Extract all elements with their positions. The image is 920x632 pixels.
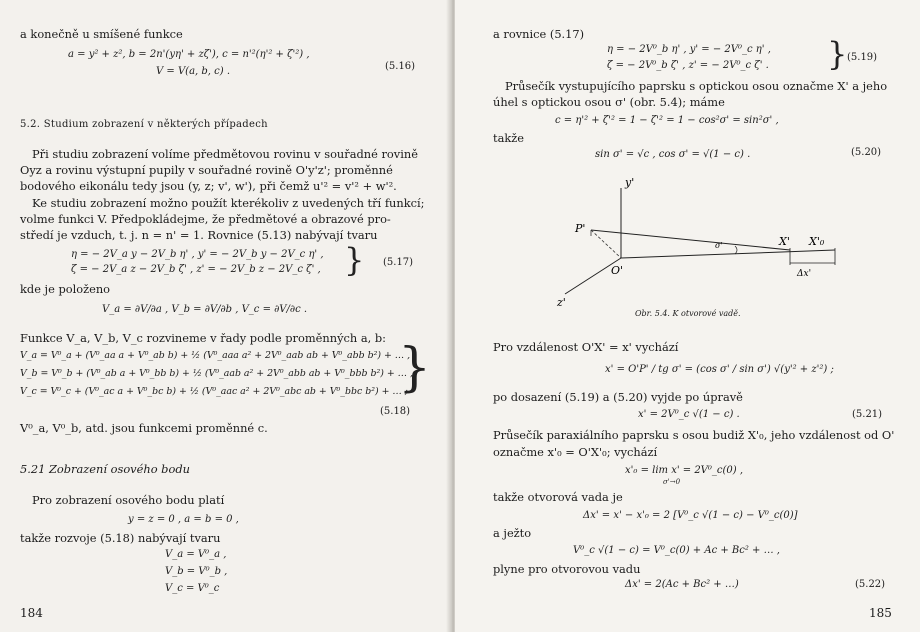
brace: } — [344, 241, 365, 279]
equation-line: x'₀ = lim x' = 2V⁰_c(0) , — [625, 465, 744, 476]
equation-line: V_a = V⁰_a , — [165, 549, 227, 560]
text-line: úhel s optickou osou σ' (obr. 5.4); máme — [493, 95, 725, 109]
equation-number: (5.22) — [855, 579, 886, 590]
equation-number: (5.16) — [385, 61, 416, 72]
equation-line: V⁰_c √(1 − c) = V⁰_c(0) + Ac + Bc² + … , — [573, 545, 780, 556]
equation-line: y = z = 0 , a = b = 0 , — [128, 514, 239, 525]
equation-line: x' = O'P' / tg σ' = (cos σ' / sin σ') √(y'² + z'²) ; — [605, 364, 834, 375]
equation-line: η = − 2V⁰_b η' , y' = − 2V⁰_c η' , — [607, 44, 771, 55]
section-heading: 5.2. Studium zobrazení v některých případech — [20, 119, 268, 130]
text-line: Funkce V_a, V_b, V_c rozvineme v řady podle proměnných a, b: — [20, 331, 386, 345]
label-X: X' — [779, 235, 790, 248]
equation-line: V_b = V⁰_b + (V⁰_ab a + V⁰_bb b) + ½ (V⁰_aab a² + 2V⁰_abb ab + V⁰_bbb b²) + … , — [20, 368, 414, 379]
label-z: z' — [557, 296, 566, 309]
text-line: Ke studiu zobrazení možno použít kterékoliv z uvedených tří funkcí; — [32, 196, 425, 210]
text-line: a konečně u smíšené funkce — [20, 27, 183, 41]
equation-line: V_a = V⁰_a + (V⁰_aa a + V⁰_ab b) + ½ (V⁰_aaa a² + 2V⁰_aab ab + V⁰_abb b²) + … , — [20, 350, 411, 361]
equation-line: ζ = − 2V_a z − 2V_b ζ' , z' = − 2V_b z − 2V_c ζ' , — [71, 264, 321, 275]
equation-line: V_b = V⁰_b , — [165, 566, 228, 577]
left-page — [0, 0, 452, 632]
text-line: plyne pro otvorovou vadu — [493, 562, 641, 576]
equation-number: (5.18) — [380, 406, 411, 417]
label-X0: X'₀ — [809, 235, 825, 248]
text-line: a ježto — [493, 526, 532, 540]
text-line: Průsečík vystupujícího paprsku s optickou osou označme X' a jeho — [505, 79, 888, 93]
brace: } — [827, 35, 848, 73]
equation-line: Δx' = 2(Ac + Bc² + …) — [625, 579, 739, 590]
label-y: y' — [625, 176, 635, 189]
equation-number: (5.21) — [852, 409, 883, 420]
equation-line: V_a = ∂V/∂a , V_b = ∂V/∂b , V_c = ∂V/∂c . — [102, 304, 308, 315]
equation-line: x' = 2V⁰_c √(1 − c) . — [638, 409, 740, 420]
equation-line: V_c = V⁰_c — [165, 583, 220, 594]
label-O: O' — [611, 264, 624, 277]
limit-subscript: σ'→0 — [663, 478, 681, 486]
right-page — [455, 0, 920, 632]
equation-line: V_c = V⁰_c + (V⁰_ac a + V⁰_bc b) + ½ (V⁰_aac a² + 2V⁰_abc ab + V⁰_bbc b²) + … ; — [20, 386, 408, 397]
equation-number: (5.19) — [847, 52, 878, 63]
text-line: a rovnice (5.17) — [493, 27, 585, 41]
page-number: 184 — [20, 606, 43, 620]
text-line: takže — [493, 131, 525, 145]
equation-line: c = η'² + ζ'² = 1 − ζ'² = 1 − cos²σ' = sin²σ' , — [555, 115, 779, 126]
brace: } — [398, 338, 432, 398]
text-line: V⁰_a, V⁰_b, atd. jsou funkcemi proměnné c. — [20, 421, 268, 435]
label-P: P' — [575, 222, 586, 235]
text-line: Průsečík paraxiálního paprsku s osou budiž X'₀, jeho vzdálenost od O' — [493, 428, 895, 442]
text-line: takže otvorová vada je — [493, 490, 623, 504]
text-line: Pro zobrazení osového bodu platí — [32, 493, 225, 507]
text-line: Oyz a rovinu výstupní pupily v souřadné rovině O'y'z'; proměnné — [20, 163, 393, 177]
equation-number: (5.17) — [383, 257, 414, 268]
text-line: takže rozvoje (5.18) nabývají tvaru — [20, 531, 221, 545]
text-line: středí je vzduch, t. j. n = n' = 1. Rovnice (5.13) nabývají tvaru — [20, 228, 378, 242]
equation-line: Δx' = x' − x'₀ = 2 [V⁰_c √(1 − c) − V⁰_c(0)] — [583, 510, 798, 521]
optical-diagram — [555, 170, 845, 322]
label-delta-x: Δx' — [797, 269, 812, 279]
equation-line: η = − 2V_a y − 2V_b η' , y' = − 2V_b y − 2V_c η' , — [71, 249, 324, 260]
subsection-heading: 5.21 Zobrazení osového bodu — [20, 462, 190, 476]
text-line: označme x'₀ = O'X'₀; vychází — [493, 445, 658, 459]
text-line: Při studiu zobrazení volíme předmětovou rovinu v souřadné rovině — [32, 147, 418, 161]
page-number: 185 — [869, 606, 892, 620]
label-sigma: σ' — [715, 241, 723, 250]
text-line: bodového eikonálu tedy jsou (y, z; v', w'), při čemž u'² = v'² + w'². — [20, 179, 397, 193]
equation-line: a = y² + z², b = 2n'(yη' + zζ'), c = n'²(η'² + ζ'²) , — [68, 49, 310, 60]
text-line: volme funkci V. Předpokládejme, že předmětové a obrazové pro- — [20, 212, 391, 226]
equation-line: ζ = − 2V⁰_b ζ' , z' = − 2V⁰_c ζ' . — [607, 60, 769, 71]
figure-caption: Obr. 5.4. K otvorové vadě. — [635, 309, 741, 318]
text-line: Pro vzdálenost O'X' = x' vychází — [493, 340, 679, 354]
projection-line — [591, 230, 621, 258]
equation-line: V = V(a, b, c) . — [156, 66, 231, 77]
angle-arc — [735, 246, 737, 254]
optical-axis-line — [621, 250, 835, 258]
text-line: kde je položeno — [20, 282, 111, 296]
equation-line: sin σ' = √c , cos σ' = √(1 − c) . — [595, 149, 751, 160]
text-line: po dosazení (5.19) a (5.20) vyjde po úpravě — [493, 390, 743, 404]
equation-number: (5.20) — [851, 147, 882, 158]
